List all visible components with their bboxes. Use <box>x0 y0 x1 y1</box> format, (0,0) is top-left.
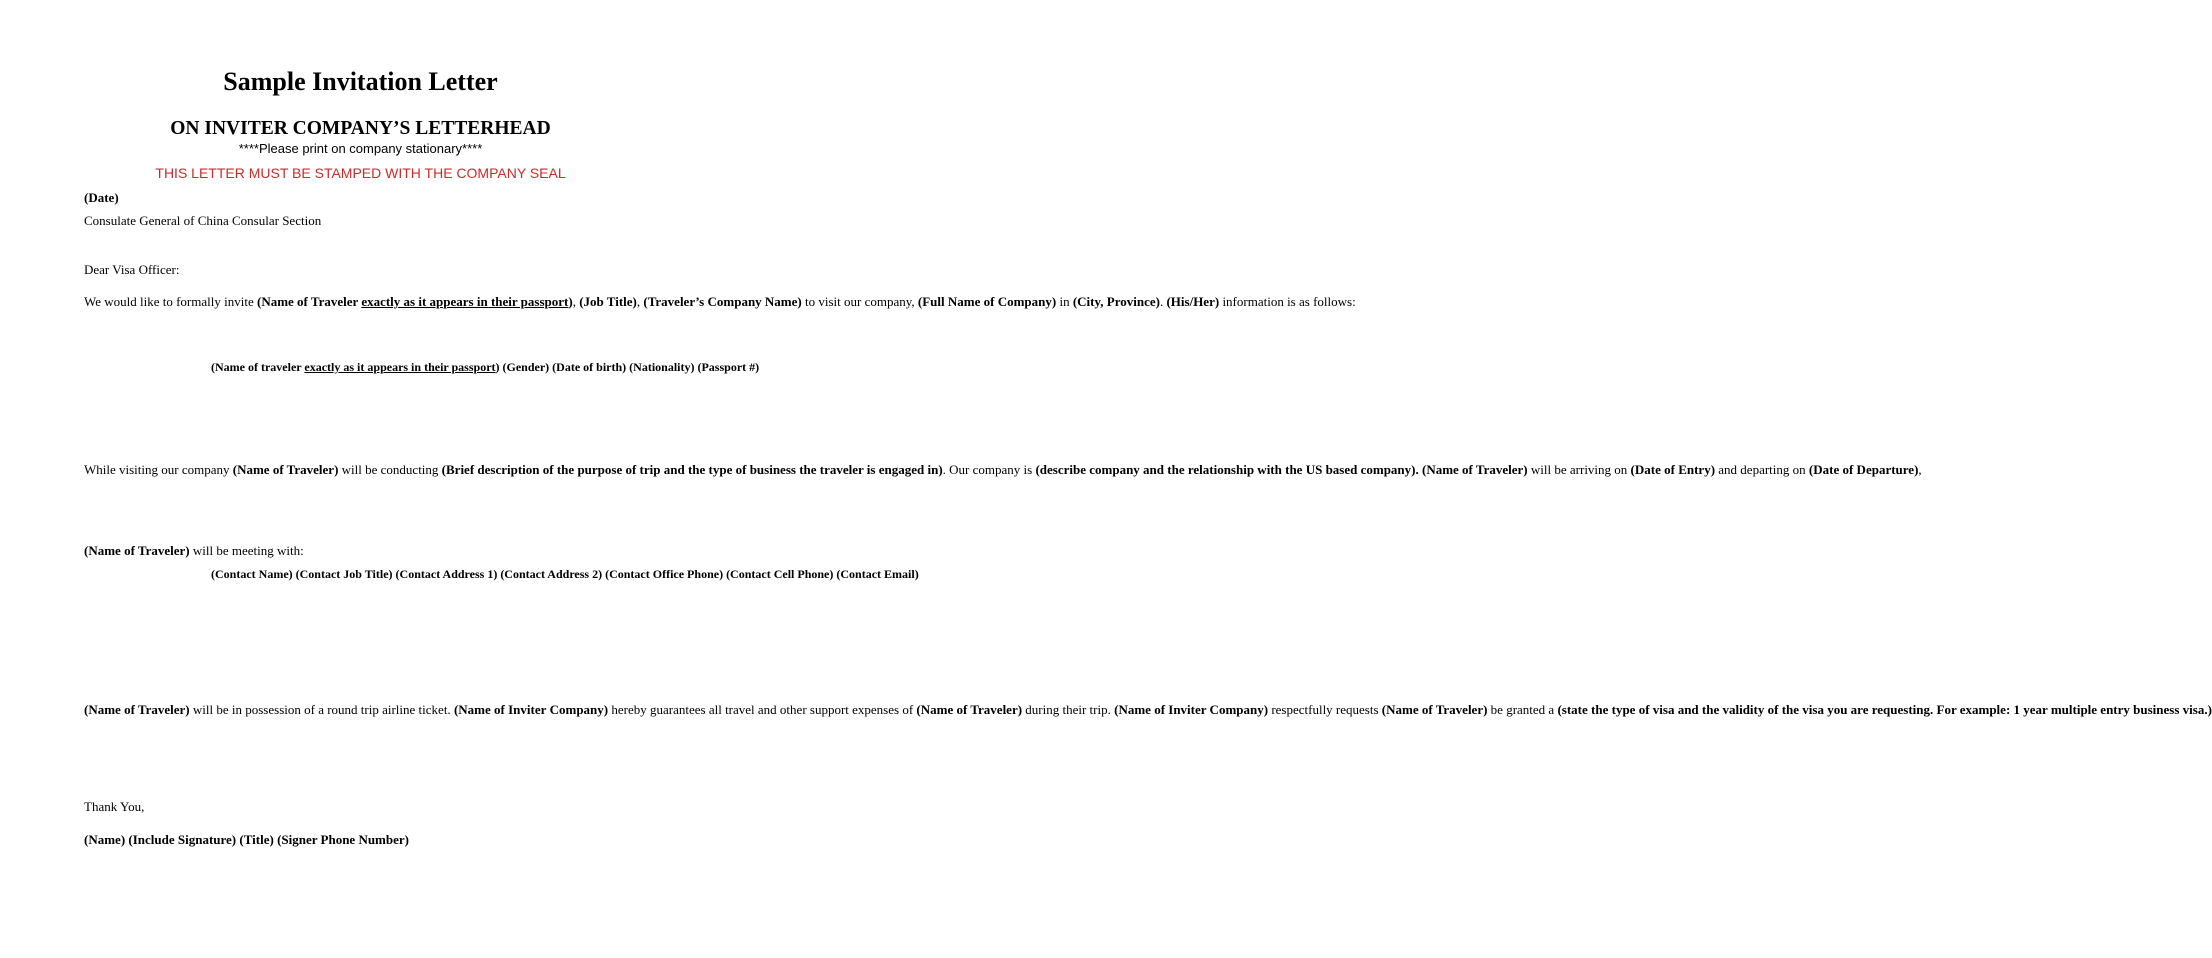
placeholder: (Date of Departure) <box>1808 462 1919 477</box>
text: will be meeting with: <box>189 543 304 558</box>
contact-address1-field: (Contact Address 1) <box>395 567 498 581</box>
traveler-passport-field: (Passport #) <box>697 360 760 374</box>
text: in <box>1056 294 1070 309</box>
text: be <box>1487 702 1503 717</box>
text: granted a <box>1506 702 1558 717</box>
recipient-line: Consular Section <box>232 213 322 228</box>
placeholder: (Name of Inviter <box>453 702 547 717</box>
date-placeholder: (Date) <box>84 190 119 205</box>
placeholder: (Name of Traveler) <box>84 543 190 558</box>
salutation: Dear Visa Officer: <box>84 262 180 277</box>
stamp-warning: THIS LETTER MUST BE STAMPED WITH THE COMPANY SEAL <box>155 165 566 181</box>
contact-cell-phone-field: (Contact Cell Phone) <box>726 567 834 581</box>
page-title: Sample Invitation Letter <box>223 67 498 96</box>
meeting-intro <box>84 543 644 560</box>
signer-name: (Name) (Include Signature) <box>84 832 237 847</box>
paragraph-invitation <box>84 294 1356 311</box>
placeholder: (Job Title) <box>579 294 637 309</box>
placeholder: exactly as it appears in their passport <box>304 360 496 374</box>
placeholder: (Name of Traveler <box>256 294 362 309</box>
text: to visit our company, <box>801 294 918 309</box>
text: information is as follows: <box>1219 294 1356 309</box>
placeholder: (state the type of visa and the validity of the visa you are requesting. For example: <box>1557 702 2011 717</box>
placeholder: (Date of Entry) <box>1630 462 1716 477</box>
placeholder: (describe company and the relationship with the US based company). (Name of Traveler) <box>1035 462 1528 477</box>
traveler-info-list <box>211 359 760 376</box>
placeholder: (Traveler’s Company Name) <box>643 294 802 309</box>
placeholder: (His/Her) <box>1166 294 1220 309</box>
text: . <box>1159 294 1167 309</box>
contact-email-field: (Contact Email) <box>836 567 919 581</box>
placeholder: (Name of Traveler) <box>84 702 190 717</box>
placeholder: ) <box>568 294 573 309</box>
placeholder: (Brief description of the <box>441 462 575 477</box>
text: and departing on <box>1715 462 1809 477</box>
text: will be in possession of a round trip airline ticket. <box>189 702 454 717</box>
signature-block <box>84 832 644 849</box>
text: during their trip. <box>1025 702 1115 717</box>
traveler-dob-field: (Date of birth) <box>552 360 627 374</box>
print-note: ****Please print on company stationary**** <box>238 141 483 156</box>
paragraph-visit-details <box>84 462 1922 479</box>
placeholder: exactly as it appears in their passport <box>361 294 569 309</box>
recipient-address <box>84 213 644 230</box>
contact-list <box>211 566 919 583</box>
text: will be arriving on <box>1530 462 1631 477</box>
traveler-name-field <box>211 360 500 374</box>
placeholder: (Full Name of Company) <box>917 294 1057 309</box>
contact-office-phone-field: (Contact Office Phone) <box>605 567 724 581</box>
text: We would like to formally invite <box>84 294 257 309</box>
text: hereby guarantees all travel and other support expenses of <box>608 702 917 717</box>
paragraph-guarantee <box>84 702 2212 719</box>
placeholder: purpose of trip and the type of business the traveler is engaged in) <box>577 462 943 477</box>
contact-job-title-field: (Contact Job Title) <box>295 567 393 581</box>
text: respectfully requests <box>1268 702 1382 717</box>
placeholder: (Name of traveler <box>211 360 305 374</box>
text: , <box>572 294 576 309</box>
closing: Thank You, <box>84 799 145 814</box>
signer-title: (Title) <box>239 832 274 847</box>
placeholder: ) <box>495 360 500 374</box>
placeholder: (Name of Traveler) <box>916 702 1023 717</box>
text: While visiting our company <box>84 462 233 477</box>
placeholder: 1 year multiple entry business visa.) <box>2013 702 2212 717</box>
contact-address2-field: (Contact Address 2) <box>500 567 603 581</box>
text: , <box>636 294 644 309</box>
signer-phone: (Signer Phone Number) <box>277 832 409 847</box>
placeholder: (Name of Traveler) <box>232 462 339 477</box>
text: , <box>1918 462 1922 477</box>
traveler-nationality-field: (Nationality) <box>629 360 695 374</box>
placeholder: (Name of Inviter Company) <box>1114 702 1269 717</box>
placeholder: Company) <box>549 702 609 717</box>
text: . Our company is <box>942 462 1033 477</box>
placeholder: (Name of Traveler) <box>1381 702 1488 717</box>
text: will be conducting <box>338 462 442 477</box>
letterhead-heading: ON INVITER COMPANY’S LETTERHEAD <box>170 118 551 139</box>
contact-name-field: (Contact Name) <box>211 567 293 581</box>
placeholder: (City, Province) <box>1072 294 1160 309</box>
recipient-line: Consulate General of China <box>84 213 229 228</box>
traveler-gender-field: (Gender) <box>502 360 550 374</box>
